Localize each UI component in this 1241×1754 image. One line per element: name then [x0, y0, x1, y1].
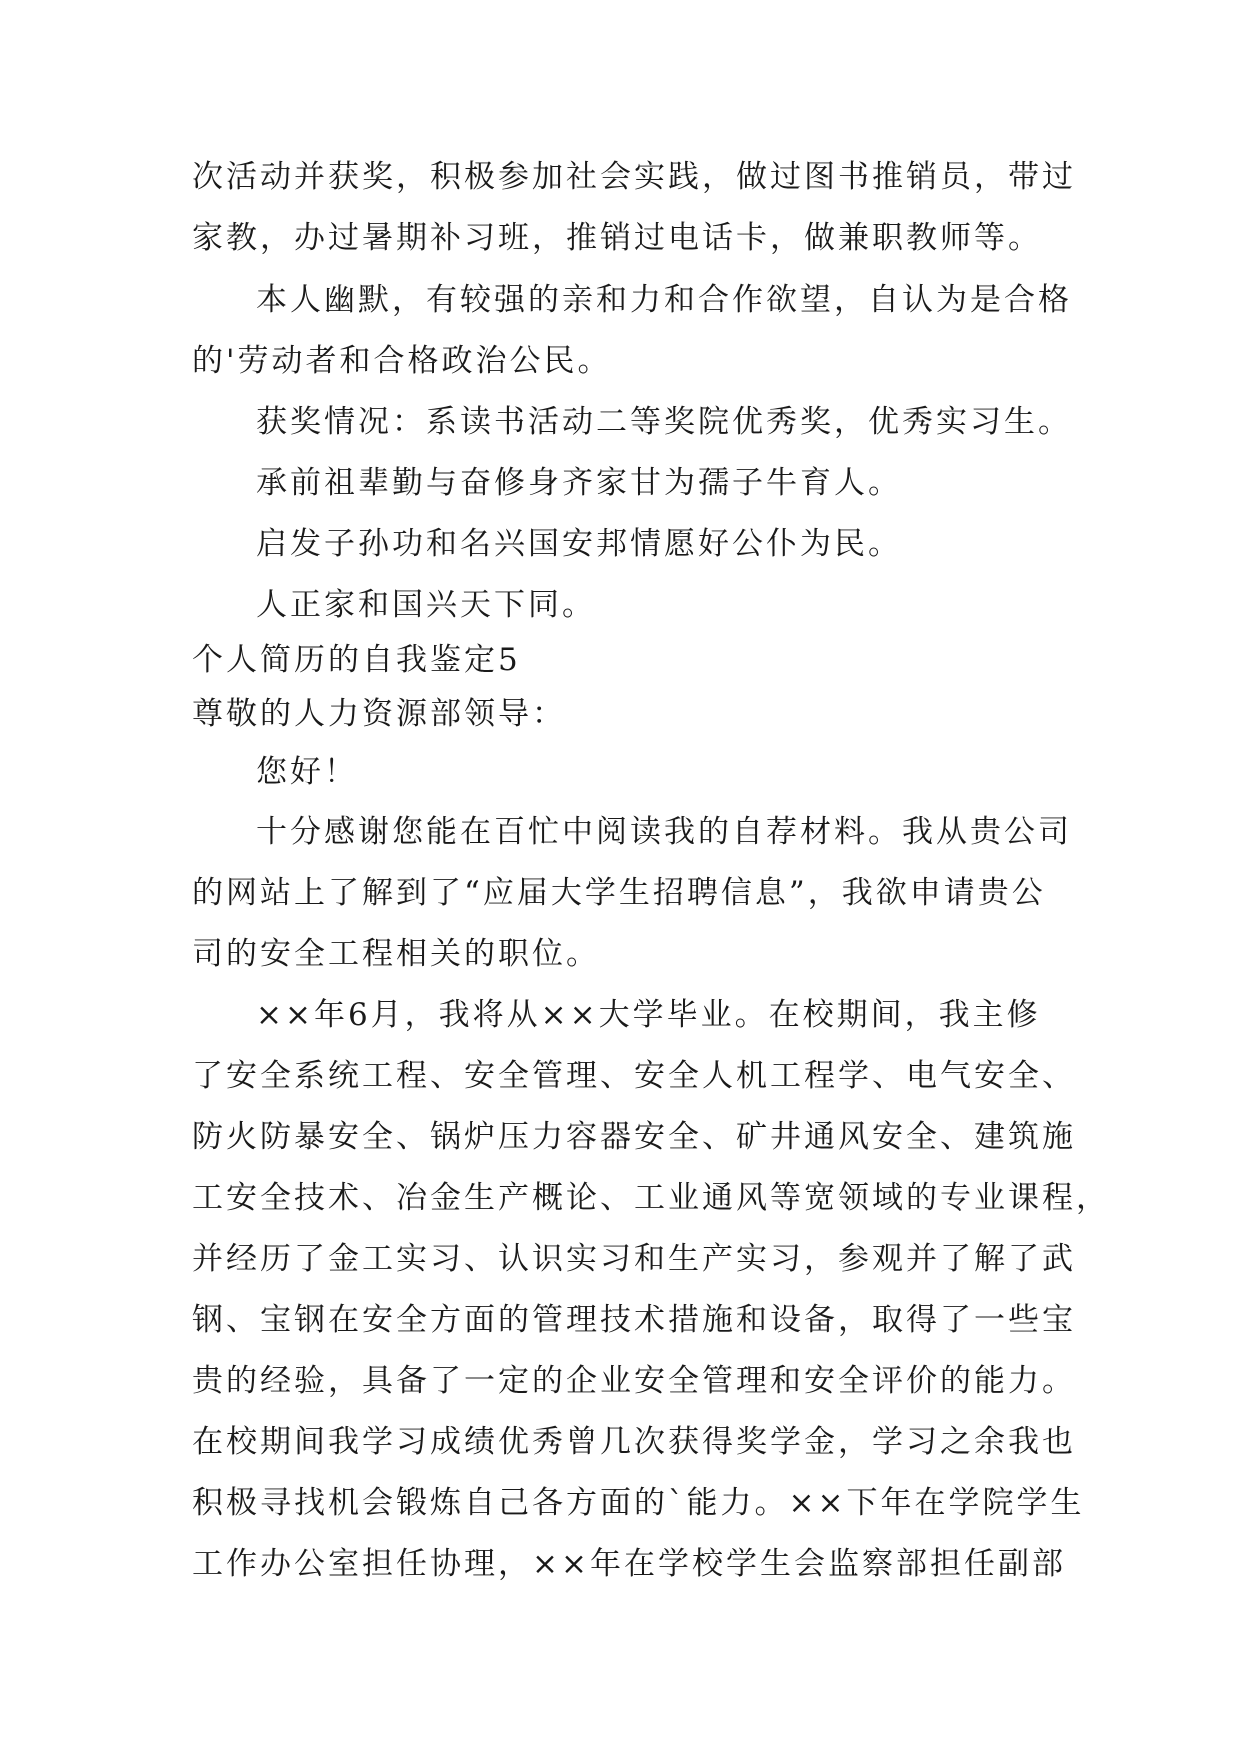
verse-line: 承前祖辈勤与奋修身齐家甘为孺子牛育人。 [256, 465, 902, 501]
section-heading: 个人简历的自我鉴定5 [192, 642, 521, 678]
salutation: 尊敬的人力资源部领导： [192, 696, 566, 732]
body-line: 贵的经验，具备了一定的企业安全管理和安全评价的能力。 [192, 1363, 1076, 1399]
body-line: 的'劳动者和合格政治公民。 [192, 343, 612, 379]
body-line: 并经历了金工实习、认识实习和生产实习，参观并了解了武 [192, 1241, 1076, 1277]
body-line: 司的安全工程相关的职位。 [192, 936, 600, 972]
paragraph-line: ××年6月，我将从××大学毕业。在校期间，我主修 [256, 997, 1041, 1033]
body-line: 次活动并获奖，积极参加社会实践，做过图书推销员，带过 [192, 159, 1076, 195]
body-line: 了安全系统工程、安全管理、安全人机工程学、电气安全、 [192, 1058, 1076, 1094]
body-line: 积极寻找机会锻炼自己各方面的`能力。××下年在学院学生 [192, 1485, 1085, 1521]
body-line: 家教，办过暑期补习班，推销过电话卡，做兼职教师等。 [192, 220, 1042, 256]
greeting: 您好！ [256, 754, 358, 790]
body-line: 工安全技术、冶金生产概论、工业通风等宽领域的专业课程， [192, 1180, 1110, 1216]
body-line: 防火防暴安全、锅炉压力容器安全、矿井通风安全、建筑施 [192, 1119, 1076, 1155]
body-line: 钢、宝钢在安全方面的管理技术措施和设备，取得了一些宝 [192, 1302, 1076, 1338]
paragraph-line: 本人幽默，有较强的亲和力和合作欲望，自认为是合格 [256, 282, 1072, 318]
body-line: 的网站上了解到了“应届大学生招聘信息”，我欲申请贵公 [192, 875, 1046, 911]
verse-line: 人正家和国兴天下同。 [256, 587, 596, 623]
body-line: 在校期间我学习成绩优秀曾几次获得奖学金，学习之余我也 [192, 1424, 1076, 1460]
paragraph-line: 十分感谢您能在百忙中阅读我的自荐材料。我从贵公司 [256, 814, 1072, 850]
verse-line: 启发子孙功和名兴国安邦情愿好公仆为民。 [256, 526, 902, 562]
award-line: 获奖情况：系读书活动二等奖院优秀奖，优秀实习生。 [256, 404, 1072, 440]
body-line: 工作办公室担任协理，××年在学校学生会监察部担任副部 [192, 1546, 1066, 1582]
